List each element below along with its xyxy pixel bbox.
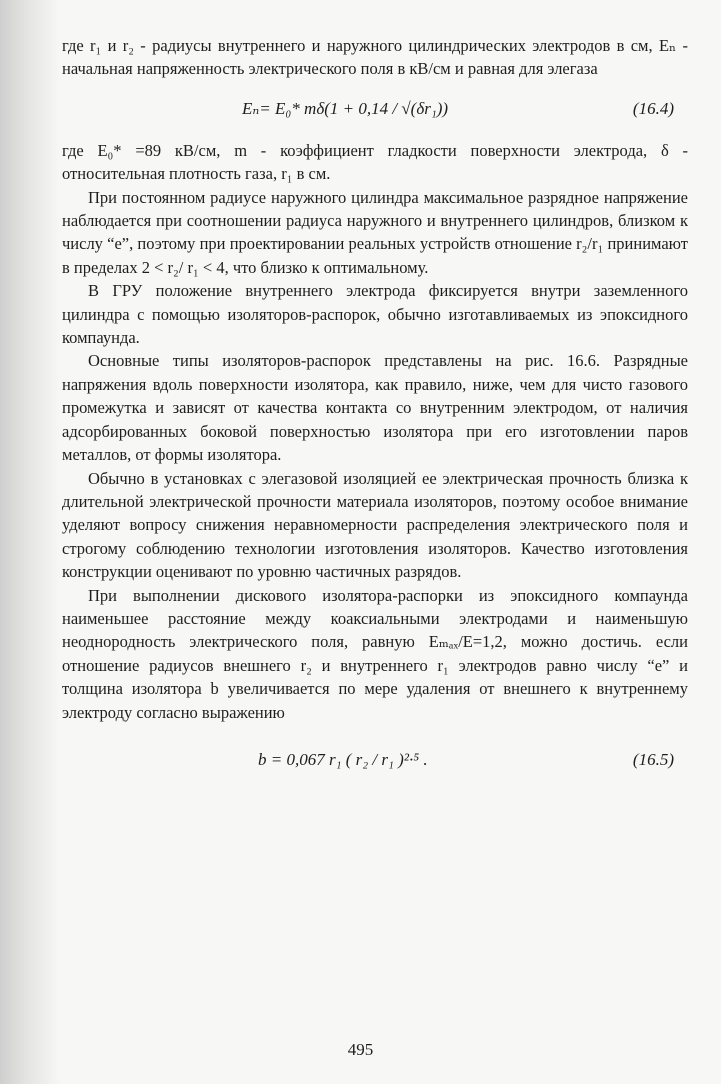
paragraph: где E₀* =89 кВ/см, m - коэффициент гладкости поверхности электрода, δ - относительная плотность газа, r₁ в см.: [62, 140, 688, 184]
formula-16-4: [62, 81, 688, 139]
page-gutter-shadow: [0, 0, 60, 1084]
formula-number: (16.4): [632, 98, 674, 118]
paragraph: Обычно в установках с элегазовой изоляцией ее электрическая прочность близка к длительной электрической прочности материала изоляторов, поэтому особое внимание уделяют вопросу снижения неравномерности распределения электрического поля и строгому соблюдению технологии изготовления изоляторов. Качество изготовления конструкции оценивают по уровню частичных разрядов.: [62, 468, 688, 582]
page-body: [62, 34, 688, 792]
page-number: 495: [347, 1040, 374, 1059]
formula-16-5: [62, 728, 688, 792]
paragraph: где r₁ и r₂ - радиусы внутреннего и наружного цилиндрических электродов в см, Eₙ - начальная напряженность электрического поля в кВ/см и равная для элегаза: [62, 36, 688, 79]
paragraph: В ГРУ положение внутреннего электрода фиксируется внутри заземленного цилиндра с помощью изоляторов-распорок, обычно изготавливаемых из эпоксидного компаунда.: [62, 281, 688, 348]
formula-expression: b = 0,067 r₁ ( r₂ / r₁ )²·⁵ .: [258, 749, 428, 769]
paragraph: Основные типы изоляторов-распорок представлены на рис. 16.6. Разрядные напряжения вдоль поверхности изолятора, как правило, ниже, чем для чисто газового промежутка и зависят от качества контакта со внутренним электродом, от наличия адсорбированных боковой поверхностью изолятора при его изготовлении паров металлов, от формы изолятора.: [62, 351, 688, 465]
formula-expression: Eₙ= E₀* mδ(1 + 0,14 / √(δr₁)): [242, 98, 449, 118]
paragraph: При постоянном радиусе наружного цилиндра максимальное разрядное напряжение наблюдается при соотношении радиуса наружного и внутреннего цилиндров, близком к числу “е”, поэтому при проектировании реальных устройств отношение r₂/r₁ принимают в пределах 2 < r₂/ r₁ < 4, что близко к оптимальному.: [62, 187, 688, 277]
formula-number: (16.5): [632, 749, 674, 769]
paragraph: При выполнении дискового изолятора-распорки из эпоксидного компаунда наименьшее расстояние между коаксиальными электродами и наименьшую неоднородность электрического поля, равную Eₘₐₓ/E=1,2, можно достичь. если отношение радиусов внешнего r₂ и внутреннего r₁ электродов равно числу “е” и толщина изолятора b увеличивается по мере удаления от внешнего к внутреннему электроду согласно выражению: [62, 585, 688, 722]
